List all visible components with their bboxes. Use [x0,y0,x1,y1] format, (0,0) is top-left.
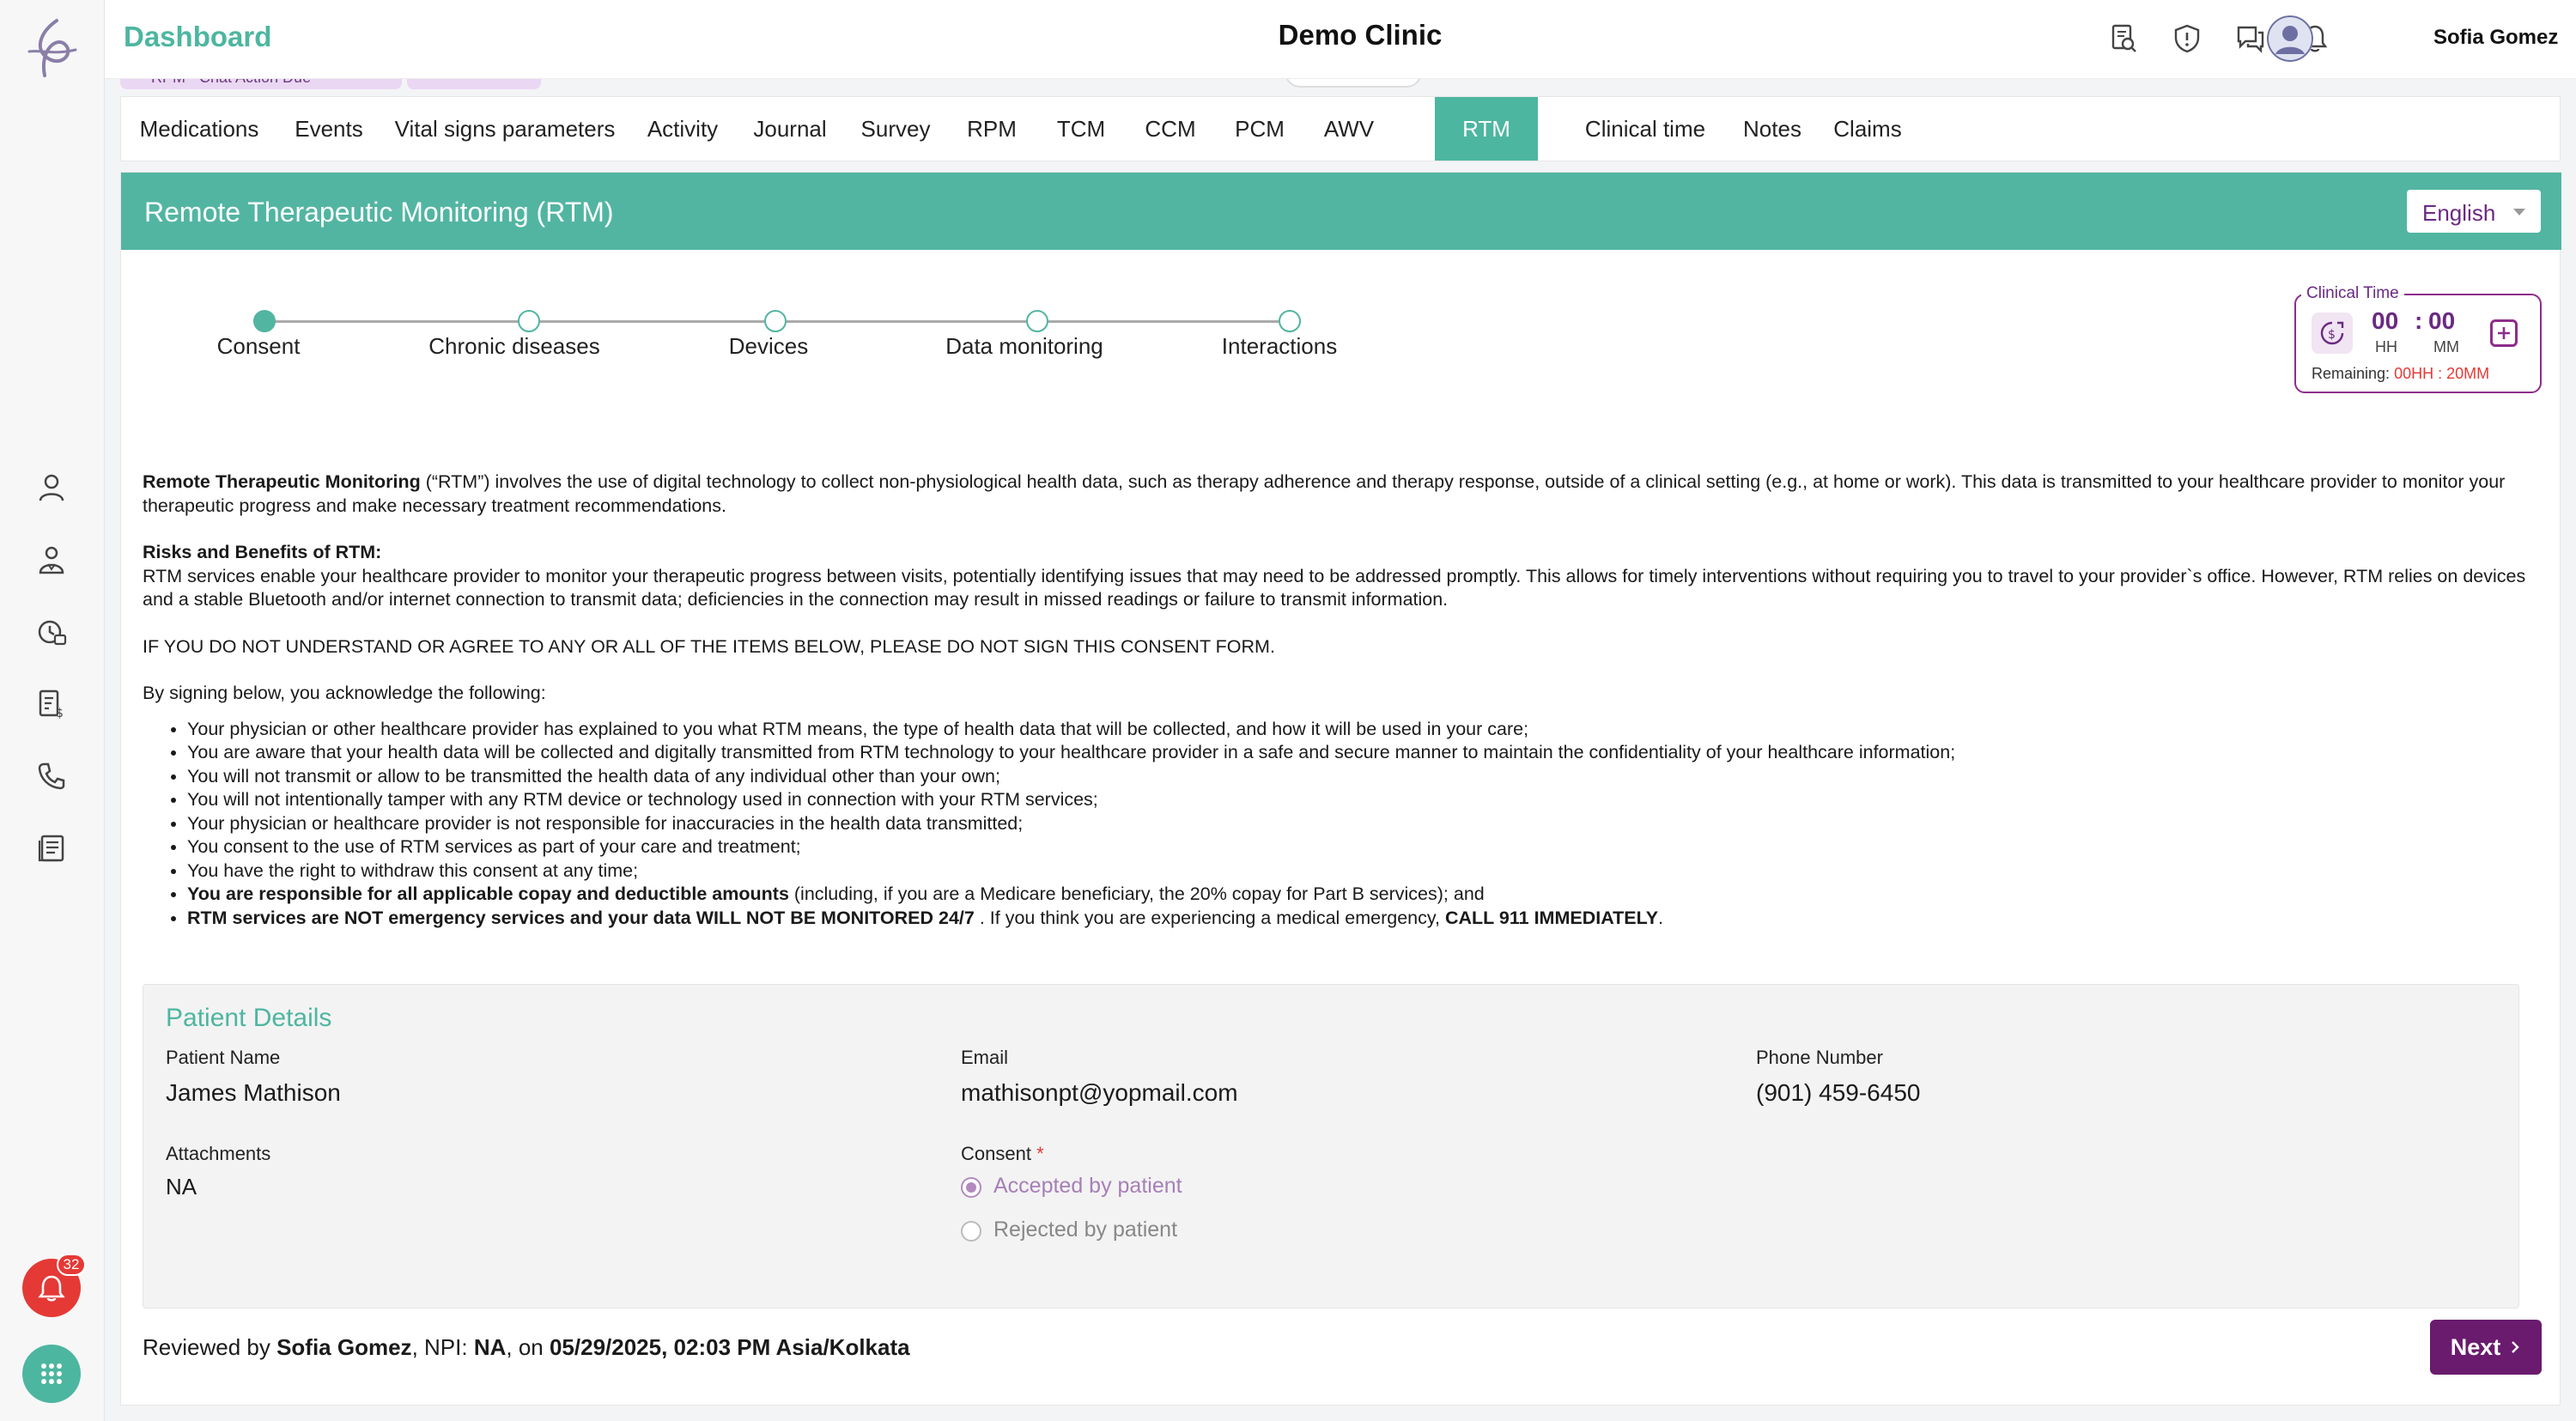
user-avatar[interactable] [2267,15,2313,62]
list-item: • Your physician or other healthcare provider has explained to you what RTM means, the type of health data that will be collected, and how it will be used in your care; [187,718,2530,742]
reviewed-by [143,1334,910,1361]
tab-ccm[interactable]: CCM [1145,116,1196,142]
step-label-data-monitoring[interactable]: Data monitoring [945,333,1103,359]
npi-prefix: , NPI: [411,1334,474,1360]
on-prefix: , on [506,1334,550,1360]
consent-label-text: Consent [961,1143,1031,1164]
step-dot-interactions[interactable] [1279,310,1301,332]
step-dot-devices[interactable] [764,310,787,332]
email-label: Email [961,1047,1009,1068]
chat-icon[interactable] [2233,21,2269,57]
review-datetime: 05/29/2025, 02:03 PM Asia/Kolkata [549,1334,910,1360]
consent-acknowledge: By signing below, you acknowledge the following: [143,683,546,703]
billing-icon[interactable] [34,687,69,721]
consent-accepted-radio[interactable] [961,1177,981,1198]
patient-icon[interactable] [34,471,69,505]
app-logo[interactable] [22,15,82,81]
chevron-down-icon [2513,209,2525,216]
phone-label: Phone Number [1756,1047,1883,1068]
risks-text: RTM services enable your healthcare provider to monitor your therapeutic progress between visits, potentially identifying issues that may need to be addressed promptly. This allows for timely interventions without requiring you to travel to your provider`s office. However, RTM relies on devices and a stable Bluetooth and/or internet connection to transmit data; deficiencies in the connection may result in missed readings or failure to transmit information. [143,565,2526,610]
patient-details-title: Patient Details [166,1004,332,1032]
clinical-time-hours: 00 [2372,307,2399,334]
tab-survey[interactable]: Survey [860,116,931,142]
user-name[interactable]: Sofia Gomez [2433,26,2559,49]
clinical-time-legend: Clinical Time [2301,284,2404,303]
tab-tcm[interactable]: TCM [1056,116,1106,142]
reviewed-prefix: Reviewed by [143,1334,277,1360]
emergency-mid: . If you think you are experiencing a medical emergency, [974,907,1445,928]
step-label-chronic-diseases[interactable]: Chronic diseases [428,333,600,359]
consent-intro-text: (“RTM”) involves the use of digital technology to collect non-physiological health data, such as therapy adherence and therapy response, outside of a clinical setting (e.g., at home or work). This data is transmitted to your healthcare provider to monitor your therapeutic progress and make necessary treatment recommendations. [143,471,2506,516]
step-dot-data-monitoring[interactable] [1026,310,1048,332]
attachments-label: Attachments [166,1143,271,1164]
consent-accepted-label[interactable]: Accepted by patient [993,1174,1182,1198]
consent-intro-term: Remote Therapeutic Monitoring [143,471,421,492]
reviewer-name: Sofia Gomez [276,1334,412,1360]
emergency-end: . [1658,907,1664,928]
phone-value: (901) 459-6450 [1756,1079,1921,1106]
patient-tabs [120,96,2561,161]
list-item [187,883,2530,907]
chevron-right-icon [2509,1339,2521,1355]
clinical-time-minutes: 00 [2428,307,2456,334]
tab-pcm[interactable]: PCM [1235,116,1285,142]
copay-rest: (including, if you are a Medicare beneficiary, the 20% copay for Part B services); and [788,884,1485,904]
risks-section [143,541,2530,612]
next-button-label: Next [2450,1333,2501,1360]
step-dot-chronic-diseases[interactable] [518,310,540,332]
tab-clinical-time[interactable]: Clinical time [1584,116,1706,142]
consent-text [143,471,2530,930]
language-select[interactable] [2407,190,2541,233]
npi-value: NA [473,1334,507,1360]
page-title[interactable]: Dashboard [124,21,272,52]
patient-details [143,984,2519,1309]
top-header [105,0,2576,79]
svg-text:$: $ [2328,328,2336,342]
timer-dollar-icon[interactable] [2312,313,2353,354]
tab-notes[interactable]: Notes [1743,116,1801,142]
tab-rtm[interactable]: RTM [1435,97,1538,161]
rtm-banner [121,173,2561,250]
step-dot-consent[interactable] [253,310,276,332]
add-time-icon[interactable] [2490,319,2518,347]
banner-title: Remote Therapeutic Monitoring (RTM) [144,197,614,228]
reports-icon[interactable] [34,831,69,865]
apps-grid-button[interactable] [22,1345,81,1403]
consent-label [961,1143,1044,1165]
consent-intro [143,471,2530,518]
list-item [187,907,2530,931]
clinical-time-hours-label: HH [2375,338,2397,355]
shield-alert-icon[interactable] [2169,21,2205,57]
document-search-icon[interactable] [2105,21,2142,57]
required-marker: * [1036,1143,1044,1164]
list-item: • Your physician or healthcare provider is not responsible for inaccuracies in the health data transmitted; [187,812,2530,836]
list-item: • You will not intentionally tamper with any RTM device or technology used in connection with your RTM services; [187,788,2530,812]
copay-bold: You are responsible for all applicable copay and deductible amounts [187,884,789,904]
tab-awv[interactable]: AWV [1323,116,1375,142]
patient-name-label: Patient Name [166,1047,281,1068]
patient-name: James Mathison [166,1079,341,1106]
list-item: • You have the right to withdraw this consent at any time; [187,859,2530,884]
remaining-value: 00HH : 20MM [2394,365,2490,382]
attachments-value: NA [166,1174,197,1199]
next-button[interactable] [2430,1320,2542,1375]
risks-heading: Risks and Benefits of RTM: [143,542,382,562]
left-sidebar [0,0,105,1421]
clinic-name: Demo Clinic [1278,19,1443,51]
tab-journal[interactable]: Journal [753,116,827,142]
emergency-call: CALL 911 IMMEDIATELY [1445,907,1659,928]
svg-text:$: $ [56,707,64,720]
step-label-devices[interactable]: Devices [728,333,809,359]
tab-activity[interactable]: Activity [647,116,719,142]
list-item: • You consent to the use of RTM services as part of your care and treatment; [187,835,2530,859]
language-value: English [2422,200,2496,226]
schedule-icon[interactable] [34,615,69,649]
tab-vital-signs-parameters[interactable]: Vital signs parameters [394,116,616,142]
email-value: mathisonpt@yopmail.com [961,1079,1238,1106]
alerts-count-badge: 32 [57,1254,86,1276]
provider-icon[interactable] [34,543,69,577]
step-label-interactions[interactable]: Interactions [1221,333,1338,359]
phone-call-icon[interactable] [34,759,69,793]
tab-medications[interactable]: Medications [139,116,259,142]
list-item: • You will not transmit or allow to be transmitted the health data of any individual other than your own; [187,765,2530,789]
consent-rejected-radio[interactable] [961,1221,981,1242]
step-label-consent[interactable]: Consent [216,333,301,359]
clinical-time-remaining [2312,365,2489,383]
clinical-time-minutes-label: MM [2433,338,2459,355]
list-item: • You are aware that your health data will be collected and digitally transmitted from RTM technology to your healthcare provider in a safe and secure manner to maintain the confidentiality of your healthcare information; [187,741,2530,765]
consent-rejected-label[interactable]: Rejected by patient [993,1218,1178,1242]
consent-items [187,718,2530,931]
tab-rpm[interactable]: RPM [967,116,1017,142]
tab-events[interactable]: Events [295,116,363,142]
consent-warning: IF YOU DO NOT UNDERSTAND OR AGREE TO ANY OR ALL OF THE ITEMS BELOW, PLEASE DO NOT SIGN THIS CONSENT FORM. [143,635,1275,657]
remaining-label: Remaining: [2312,365,2391,382]
tab-claims[interactable]: Claims [1833,116,1902,142]
clinical-time-separator: : [2415,307,2423,334]
emergency-bold: RTM services are NOT emergency services and your data WILL NOT BE MONITORED 24/7 [187,907,975,928]
